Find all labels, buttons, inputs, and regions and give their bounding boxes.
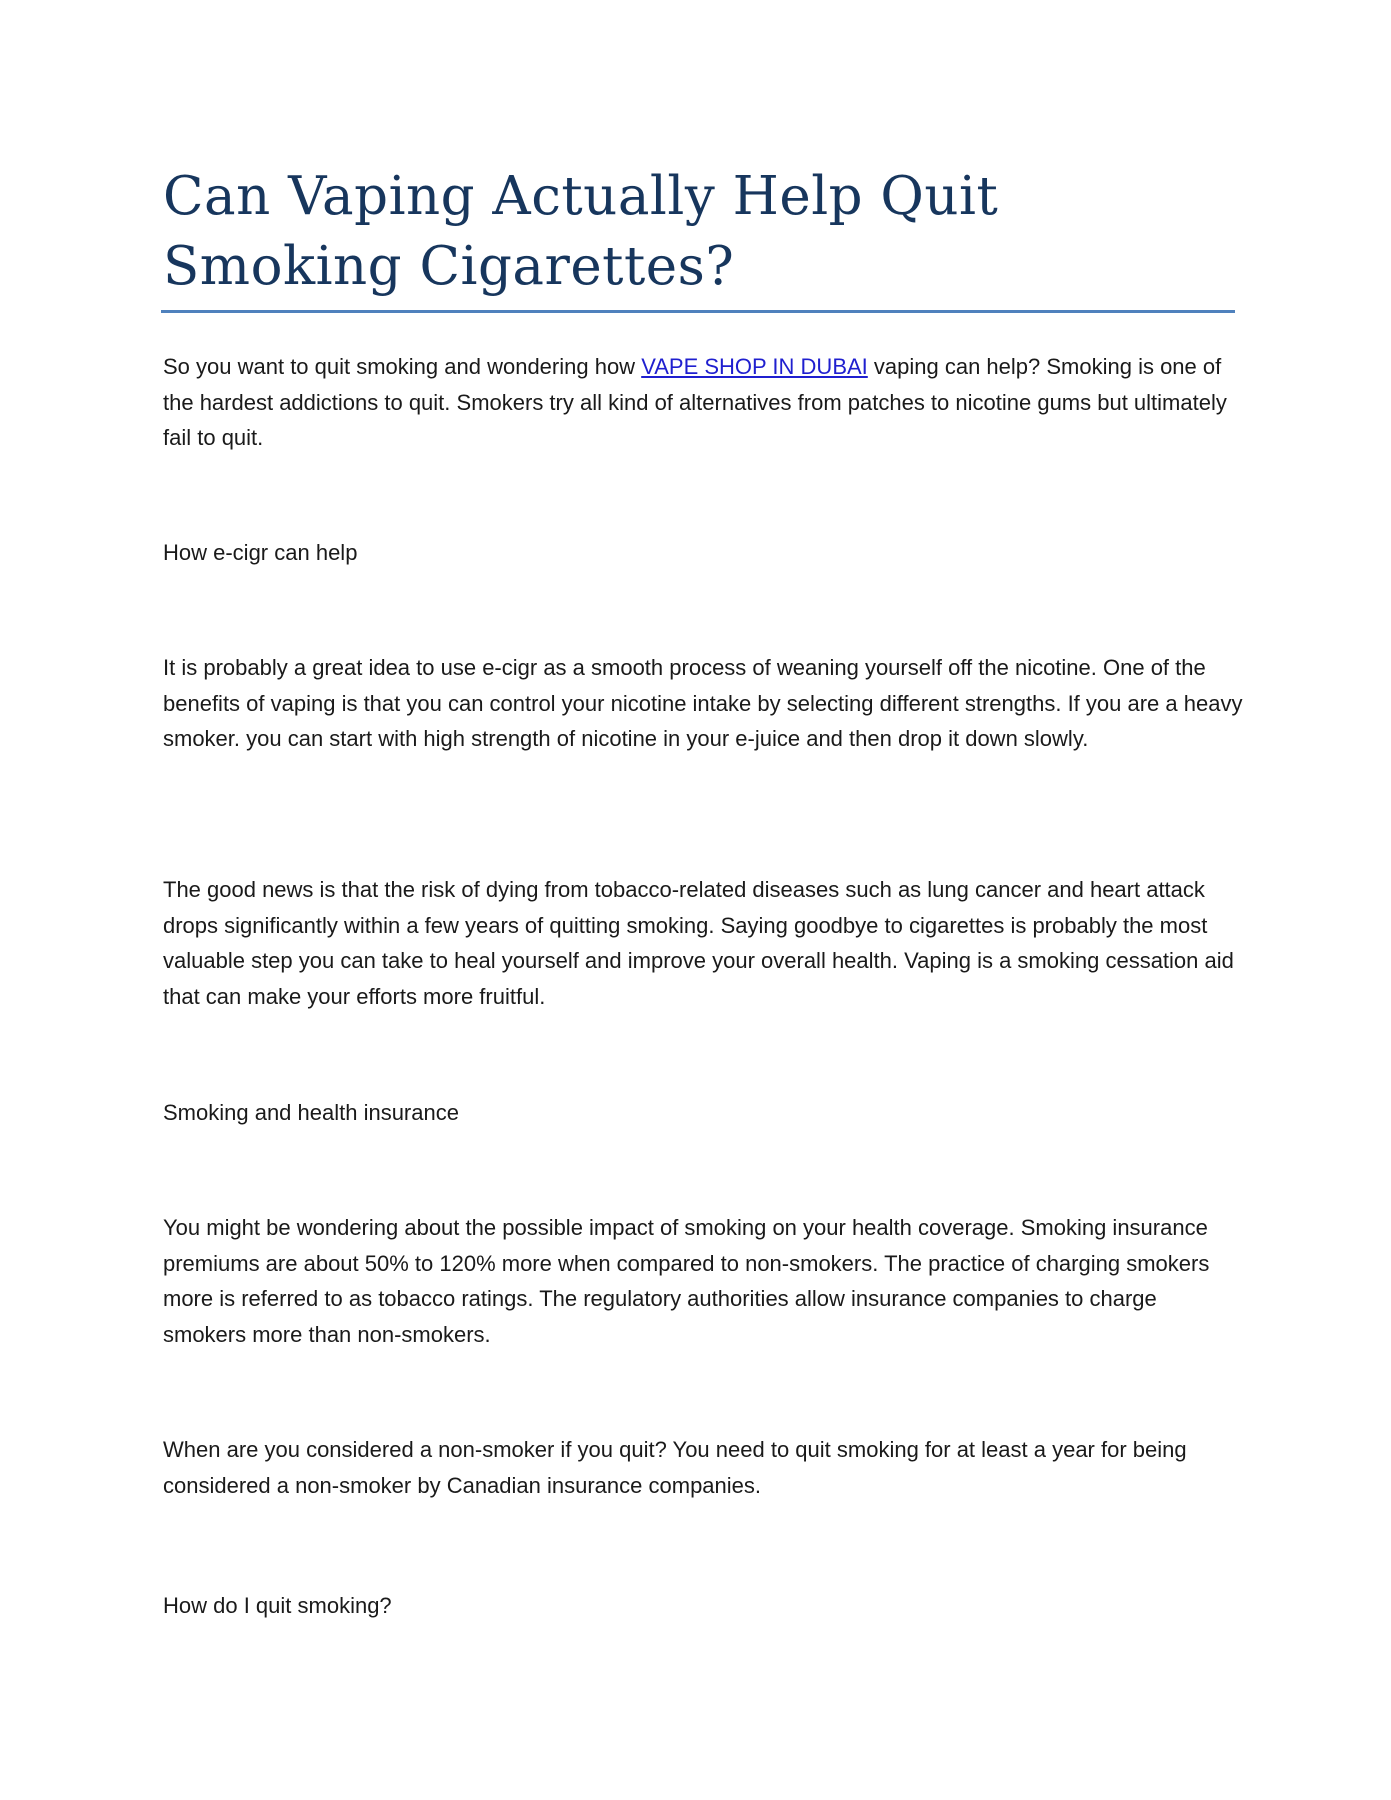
paragraph-insurance-premiums: You might be wondering about the possible impact of smoking on your health coverage. Smoking insurance premiums are about 50% to 120% more when compared to non-smokers. The practice of charging smokers more is referred to as tobacco ratings. The regulatory authorities allow insurance companies to charge smokers more than non-smokers.: [163, 1215, 1210, 1347]
heading-how-do-i-quit: How do I quit smoking?: [163, 1593, 392, 1618]
vape-shop-dubai-link[interactable]: VAPE SHOP IN DUBAI: [641, 354, 868, 379]
title-underline-rule: [161, 310, 1235, 313]
paragraph-ecigr-benefits: It is probably a great idea to use e-cigr as a smooth process of weaning yourself off the nicotine. One of the benefits of vaping is that you can control your nicotine intake by selecting different strengths. If you are a heavy smoker. you can start with high strength of nicotine in your e-juice and then drop it down slowly.: [163, 655, 1243, 751]
heading-smoking-health-insurance: Smoking and health insurance: [163, 1100, 459, 1125]
paragraph-good-news: The good news is that the risk of dying from tobacco-related diseases such as lung cancer and heart attack drops significantly within a few years of quitting smoking. Saying goodbye to cigarettes is probably the most valuable step you can take to heal yourself and improve your overall health. Vaping is a smoking cessation aid that can make your efforts more fruitful.: [163, 877, 1234, 1009]
intro-text-before-link: So you want to quit smoking and wondering how: [163, 354, 642, 379]
paragraph-non-smoker-status: When are you considered a non-smoker if you quit? You need to quit smoking for at least a year for being considered a non-smoker by Canadian insurance companies.: [163, 1437, 1187, 1498]
document-title: Can Vaping Actually Help Quit Smoking Cigarettes?: [163, 166, 999, 297]
heading-how-ecigr-can-help: How e-cigr can help: [163, 540, 358, 565]
intro-paragraph: [163, 349, 1243, 456]
intro-text-after-link: vaping can help? Smoking is one of the hardest addictions to quit. Smokers try all kind of alternatives from patches to nicotine gums but ultimately fail to quit.: [163, 354, 1227, 450]
